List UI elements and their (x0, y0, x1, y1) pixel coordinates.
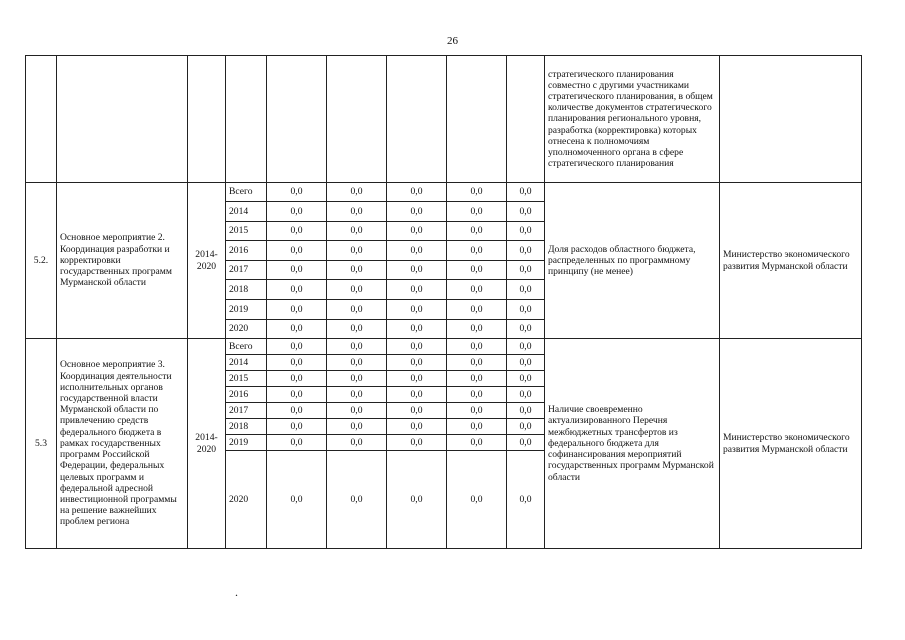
funding-value: 0,0 (387, 435, 447, 451)
year-label: Всего (226, 339, 267, 355)
funding-value: 0,0 (327, 280, 387, 300)
funding-value: 0,0 (507, 435, 545, 451)
funding-value: 0,0 (327, 371, 387, 387)
funding-value: 0,0 (267, 403, 327, 419)
indicator-text: Наличие своевременно актуализированного Перечня межбюджетных трансфертов из федерального бюджета для софинансирования мероприятий государственных программ Мурманской области (545, 339, 720, 549)
funding-value: 0,0 (387, 451, 447, 549)
funding-value: 0,0 (447, 241, 507, 261)
funding-value: 0,0 (387, 222, 447, 241)
funding-value: 0,0 (327, 419, 387, 435)
funding-value: 0,0 (507, 183, 545, 202)
year-label: Всего (226, 183, 267, 202)
funding-value: 0,0 (447, 339, 507, 355)
carry-over-row (26, 56, 862, 183)
year-label: 2015 (226, 222, 267, 241)
year-label: 2020 (226, 451, 267, 549)
funding-value: 0,0 (327, 339, 387, 355)
funding-value: 0,0 (327, 222, 387, 241)
table-row (26, 339, 862, 355)
funding-value: 0,0 (267, 183, 327, 202)
activity-name: Основное мероприятие 3. Координация деятельности исполнительных органов государственной власти Мурманской области по привлечению средств федерального бюджета в рамках государственных программ Российской Федерации, федеральных целевых программ и федеральной адресной инвестиционной программы на решение важнейших проблем региона (57, 339, 188, 549)
funding-value: 0,0 (447, 435, 507, 451)
year-label: 2019 (226, 435, 267, 451)
row-number: 5.3 (26, 339, 57, 549)
funding-value: 0,0 (447, 371, 507, 387)
funding-value: 0,0 (387, 339, 447, 355)
year-label: 2018 (226, 280, 267, 300)
year-label: 2015 (226, 371, 267, 387)
funding-value: 0,0 (507, 261, 545, 280)
year-label: 2017 (226, 403, 267, 419)
table-row (26, 183, 862, 202)
funding-value: 0,0 (327, 183, 387, 202)
funding-value: 0,0 (507, 320, 545, 339)
funding-value: 0,0 (447, 451, 507, 549)
funding-value: 0,0 (387, 403, 447, 419)
funding-value: 0,0 (447, 403, 507, 419)
funding-value: 0,0 (327, 355, 387, 371)
funding-value: 0,0 (387, 320, 447, 339)
year-label: 2014 (226, 355, 267, 371)
activity-period: 2014-2020 (188, 183, 226, 339)
funding-value: 0,0 (447, 419, 507, 435)
funding-value: 0,0 (507, 371, 545, 387)
funding-value: 0,0 (507, 339, 545, 355)
funding-value: 0,0 (327, 403, 387, 419)
funding-value: 0,0 (507, 355, 545, 371)
funding-value: 0,0 (387, 371, 447, 387)
year-label: 2019 (226, 300, 267, 320)
activity-name: Основное мероприятие 2. Координация разработки и корректировки государственных программ Мурманской области (57, 183, 188, 339)
executor-name: Министерство экономического развития Мурманской области (720, 183, 862, 339)
year-label: 2020 (226, 320, 267, 339)
funding-value: 0,0 (327, 320, 387, 339)
funding-value: 0,0 (507, 451, 545, 549)
funding-value: 0,0 (267, 280, 327, 300)
funding-value: 0,0 (507, 280, 545, 300)
year-label: 2018 (226, 419, 267, 435)
funding-value: 0,0 (447, 387, 507, 403)
funding-value: 0,0 (507, 202, 545, 222)
funding-value: 0,0 (327, 387, 387, 403)
funding-value: 0,0 (267, 419, 327, 435)
indicator-text: Доля расходов областного бюджета, распределенных по программному принципу (не менее) (545, 183, 720, 339)
funding-value: 0,0 (327, 300, 387, 320)
funding-value: 0,0 (327, 241, 387, 261)
activity-period: 2014-2020 (188, 339, 226, 549)
carry-over-indicator: стратегического планирования совместно с другими участниками стратегического планирования, в общем количестве документов стратегического планирования регионального уровня, разработка (корректировка) которых отнесена к полномочиям уполномоченного органа в сфере стратегического планирования (545, 56, 720, 183)
funding-value: 0,0 (387, 280, 447, 300)
funding-value: 0,0 (267, 261, 327, 280)
funding-value: 0,0 (267, 355, 327, 371)
funding-value: 0,0 (447, 280, 507, 300)
funding-value: 0,0 (267, 435, 327, 451)
year-label: 2016 (226, 387, 267, 403)
funding-value: 0,0 (507, 222, 545, 241)
funding-value: 0,0 (507, 241, 545, 261)
funding-value: 0,0 (267, 300, 327, 320)
funding-value: 0,0 (267, 222, 327, 241)
funding-value: 0,0 (447, 300, 507, 320)
page-number: 26 (447, 35, 458, 47)
funding-value: 0,0 (507, 419, 545, 435)
funding-value: 0,0 (507, 300, 545, 320)
executor-name: Министерство экономического развития Мурманской области (720, 339, 862, 549)
year-label: 2016 (226, 241, 267, 261)
funding-value: 0,0 (387, 183, 447, 202)
funding-value: 0,0 (447, 355, 507, 371)
year-label: 2014 (226, 202, 267, 222)
funding-value: 0,0 (387, 419, 447, 435)
row-number: 5.2. (26, 183, 57, 339)
funding-value: 0,0 (267, 451, 327, 549)
funding-value: 0,0 (387, 387, 447, 403)
funding-value: 0,0 (387, 300, 447, 320)
funding-value: 0,0 (387, 261, 447, 280)
program-activities-table (25, 55, 862, 549)
funding-value: 0,0 (267, 202, 327, 222)
funding-value: 0,0 (387, 355, 447, 371)
funding-value: 0,0 (447, 222, 507, 241)
funding-value: 0,0 (327, 202, 387, 222)
funding-value: 0,0 (267, 241, 327, 261)
funding-value: 0,0 (327, 451, 387, 549)
funding-value: 0,0 (447, 320, 507, 339)
footer-mark: . (235, 585, 238, 599)
funding-value: 0,0 (267, 320, 327, 339)
funding-value: 0,0 (327, 261, 387, 280)
funding-value: 0,0 (327, 435, 387, 451)
funding-value: 0,0 (507, 387, 545, 403)
funding-value: 0,0 (267, 387, 327, 403)
funding-value: 0,0 (267, 371, 327, 387)
funding-value: 0,0 (387, 241, 447, 261)
funding-value: 0,0 (447, 261, 507, 280)
funding-value: 0,0 (387, 202, 447, 222)
funding-value: 0,0 (267, 339, 327, 355)
funding-value: 0,0 (447, 202, 507, 222)
funding-value: 0,0 (447, 183, 507, 202)
year-label: 2017 (226, 261, 267, 280)
funding-value: 0,0 (507, 403, 545, 419)
